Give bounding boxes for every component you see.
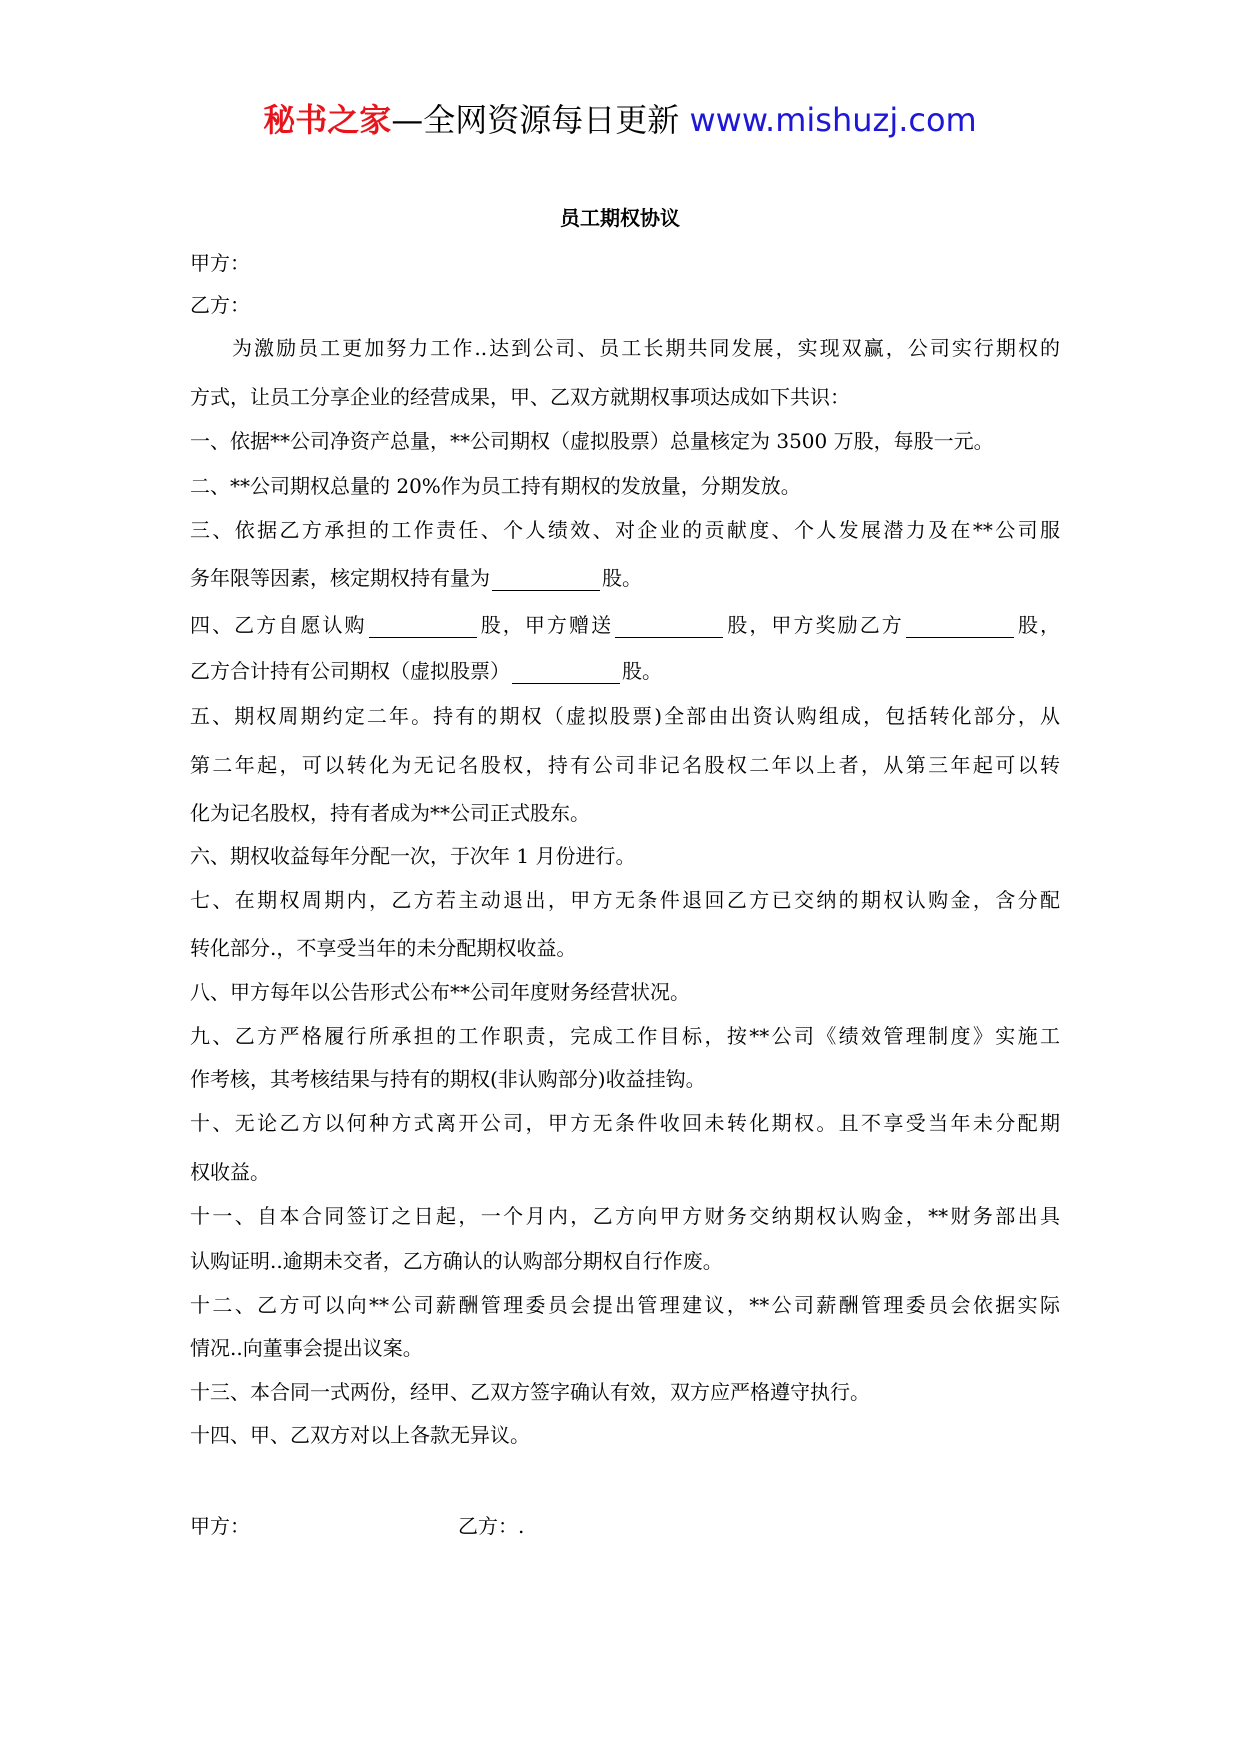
clause-12-line-2: 情况..向董事会提出议案。 (190, 1336, 423, 1360)
clause-4-text-f: 股。 (622, 659, 662, 683)
clause-1: 一、依据**公司净资产总量，**公司期权（虚拟股票）总量核定为 3500 万股，每股一元。 (190, 429, 994, 453)
clause-5-line-1: 五、期权周期约定二年。持有的期权（虚拟股票)全部由出资认购组成，包括转化部分，从 (190, 704, 1060, 728)
clause-11-line-1: 十一、自本合同签订之日起，一个月内，乙方向甲方财务交纳期权认购金，**财务部出具 (190, 1204, 1060, 1228)
clause-12-line-1: 十二、乙方可以向**公司薪酬管理委员会提出管理建议，**公司薪酬管理委员会依据实际 (190, 1293, 1060, 1317)
clause-7-line-1: 七、在期权周期内，乙方若主动退出，甲方无条件退回乙方已交纳的期权认购金，含分配 (190, 888, 1060, 912)
clause-11-line-2: 认购证明..逾期未交者，乙方确认的认购部分期权自行作废。 (190, 1249, 723, 1273)
clause-4-text-d: 股， (1015, 613, 1060, 637)
clause-4-text-c: 股，甲方奖励乙方 (725, 613, 904, 637)
shares-holding-blank[interactable] (492, 568, 600, 591)
banner-url-link[interactable]: www.mishuzj.com (689, 101, 977, 139)
clause-10-line-1: 十、无论乙方以何种方式离开公司，甲方无条件收回未转化期权。且不享受当年未分配期 (190, 1111, 1060, 1135)
clause-5-line-3: 化为记名股权，持有者成为**公司正式股东。 (190, 801, 590, 825)
clause-3-text-a: 务年限等因素，核定期权持有量为 (190, 566, 490, 590)
document-title: 员工期权协议 (560, 206, 680, 230)
clause-4-text-a: 四、乙方自愿认购 (190, 613, 367, 637)
clause-8: 八、甲方每年以公告形式公布**公司年度财务经营状况。 (190, 980, 690, 1004)
clause-3-line-2 (190, 565, 1060, 591)
party-a-line: 甲方： (190, 251, 250, 275)
total-shares-blank[interactable] (512, 661, 620, 684)
clause-13: 十三、本合同一式两份，经甲、乙双方签字确认有效，双方应严格遵守执行。 (190, 1380, 870, 1404)
banner-brand: 秘书之家 (263, 101, 392, 139)
clause-2: 二、**公司期权总量的 20%作为员工持有期权的发放量，分期发放。 (190, 474, 801, 498)
site-banner (0, 100, 1240, 140)
signature-party-a: 甲方： (190, 1514, 250, 1538)
clause-10-line-2: 权收益。 (190, 1160, 270, 1184)
clause-4-text-b: 股，甲方赠送 (478, 613, 614, 637)
party-b-line: 乙方： (190, 293, 250, 317)
clause-4-line-1 (190, 612, 1060, 638)
clause-14: 十四、甲、乙双方对以上各款无异议。 (190, 1423, 530, 1447)
intro-line-1: 为激励员工更加努力工作..达到公司、员工长期共同发展，实现双赢，公司实行期权的 (232, 336, 1060, 360)
signature-party-b: 乙方：. (458, 1514, 525, 1538)
clause-9-line-1: 九、乙方严格履行所承担的工作职责，完成工作目标，按**公司《绩效管理制度》实施工 (190, 1024, 1060, 1048)
clause-6: 六、期权收益每年分配一次，于次年 1 月份进行。 (190, 844, 636, 868)
clause-5-line-2: 第二年起，可以转化为无记名股权，持有公司非记名股权二年以上者，从第三年起可以转 (190, 753, 1060, 777)
subscribed-shares-blank[interactable] (369, 615, 477, 638)
reward-shares-blank[interactable] (906, 615, 1014, 638)
banner-slogan: —全网资源每日更新 (391, 101, 680, 139)
intro-line-2: 方式，让员工分享企业的经营成果，甲、乙双方就期权事项达成如下共识： (190, 385, 850, 409)
clause-3-text-b: 股。 (602, 566, 642, 590)
clause-4-line-2 (190, 658, 1060, 684)
gifted-shares-blank[interactable] (615, 615, 723, 638)
clause-4-text-e: 乙方合计持有公司期权（虚拟股票） (190, 659, 510, 683)
clause-3-line-1: 三、依据乙方承担的工作责任、个人绩效、对企业的贡献度、个人发展潜力及在**公司服 (190, 518, 1060, 542)
clause-9-line-2: 作考核，其考核结果与持有的期权(非认购部分)收益挂钩。 (190, 1067, 706, 1091)
clause-7-line-2: 转化部分.，不享受当年的未分配期权收益。 (190, 936, 577, 960)
